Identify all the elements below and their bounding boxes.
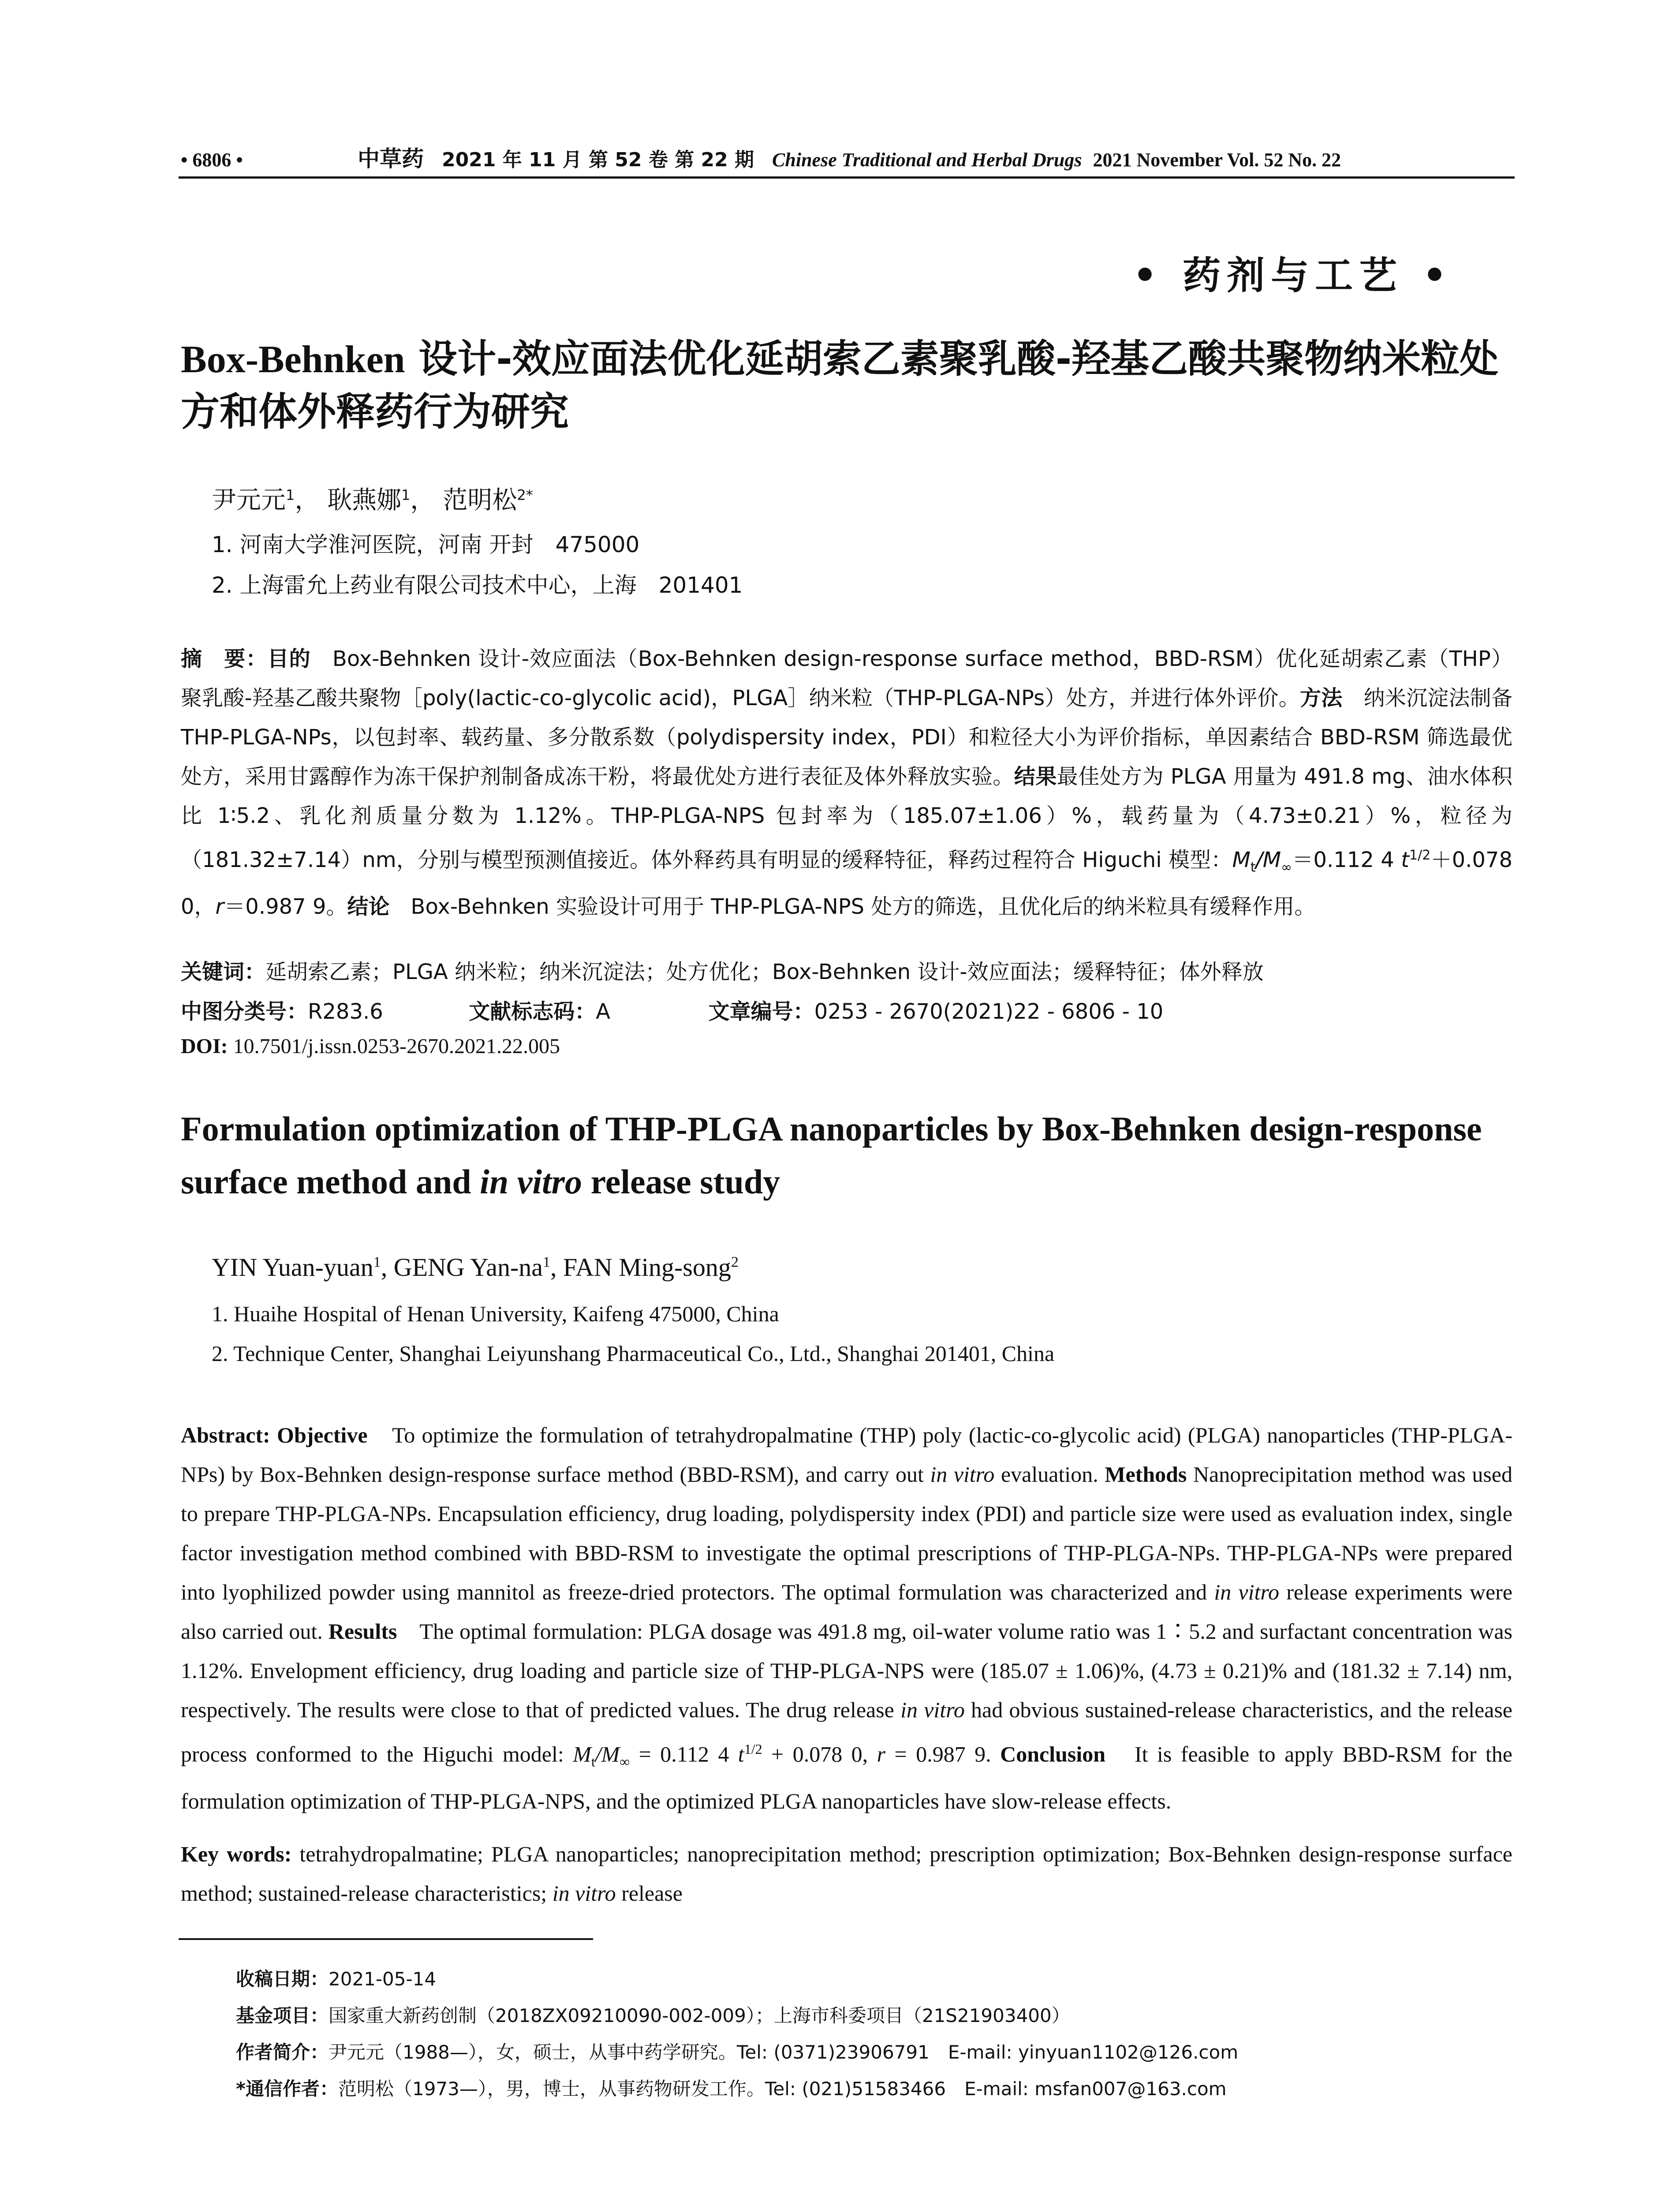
en-eq-r: r bbox=[877, 1742, 886, 1767]
footnote-rule bbox=[179, 1938, 593, 1940]
en-title-italic: in vitro bbox=[480, 1162, 582, 1201]
cn-conclusion: Box-Behnken 实验设计可用于 THP-PLGA-NPS 处方的筛选，且优化后的纳米粒具有缓释作用。 bbox=[389, 894, 1316, 919]
cn-affiliation: 1. 河南大学淮河医院，河南 开封 475000 bbox=[212, 532, 640, 557]
en-author-sup: 1 bbox=[373, 1254, 381, 1271]
received-label: 收稿日期： bbox=[236, 1968, 329, 1990]
cn-author-name: 范明松 bbox=[443, 486, 517, 515]
cn-eq-m: /M bbox=[1255, 848, 1281, 872]
en-objective-label: Objective bbox=[277, 1423, 368, 1447]
en-keywords bbox=[181, 1835, 1512, 1913]
header-rule bbox=[179, 176, 1515, 179]
section-label: • 药剂与工艺 • bbox=[1133, 254, 1453, 298]
cn-eq-sup: 1/2 bbox=[1409, 848, 1431, 863]
doi-line bbox=[181, 1034, 560, 1058]
cn-eq-t: t bbox=[1401, 848, 1410, 872]
footnote-corresponding bbox=[236, 2074, 1227, 2101]
running-head bbox=[181, 141, 1512, 176]
en-objective: evaluation. bbox=[994, 1462, 1105, 1487]
fund-label: 基金项目： bbox=[236, 2005, 329, 2026]
cn-affiliation: 2. 上海雷允上药业有限公司技术中心，上海 201401 bbox=[212, 572, 743, 598]
issue-cn: 2021 年 11 月 第 52 卷 第 22 期 bbox=[442, 149, 754, 171]
en-eq-sub: t bbox=[591, 1753, 595, 1770]
cn-keywords-text: 延胡索乙素；PLGA 纳米粒；纳米沉淀法；处方优化；Box-Behnken 设计-效应面法；缓释特征；体外释放 bbox=[265, 960, 1264, 984]
article-no-value: 0253 - 2670(2021)22 - 6806 - 10 bbox=[814, 999, 1164, 1024]
footnote-fund bbox=[236, 2001, 1070, 2028]
en-eq-sub: ∞ bbox=[620, 1753, 630, 1770]
cn-author-sup: 1 bbox=[286, 486, 295, 504]
en-keywords-label: Key words: bbox=[181, 1842, 300, 1866]
clc-value: R283.6 bbox=[308, 999, 383, 1024]
en-results-label: Results bbox=[328, 1619, 397, 1644]
en-keywords-text: release bbox=[616, 1881, 683, 1906]
en-author-name: GENG Yan-na bbox=[393, 1253, 543, 1282]
cn-author-name: 尹元元 bbox=[212, 486, 286, 515]
en-author-sup: 1 bbox=[543, 1254, 551, 1271]
en-italic: in vitro bbox=[930, 1462, 995, 1487]
cn-abstract bbox=[181, 639, 1512, 927]
en-affiliation: 1. Huaihe Hospital of Henan University, Kaifeng 475000, China bbox=[212, 1301, 779, 1326]
en-author-sup: 2 bbox=[731, 1254, 739, 1271]
en-results: had obvious sustained-release characteristics, and the release process conformed to the Higuchi model: bbox=[181, 1697, 1512, 1767]
en-abstract bbox=[181, 1416, 1512, 1821]
cn-keywords bbox=[181, 955, 1264, 985]
doi-value: 10.7501/j.issn.0253-2670.2021.22.005 bbox=[233, 1035, 560, 1058]
en-eq-part: = 0.987 9. bbox=[885, 1742, 1001, 1767]
doi-label: DOI: bbox=[181, 1035, 233, 1058]
journal-name-en: Chinese Traditional and Herbal Drugs bbox=[772, 149, 1082, 171]
en-keywords-italic: in vitro bbox=[552, 1881, 616, 1906]
en-keywords-text: tetrahydropalmatine; PLGA nanoparticles; nanoprecipitation method; prescription optimization; Box-Behnken design-response surface method; sustained-release characteristics; bbox=[181, 1842, 1512, 1906]
cn-eq-part: ＝0.987 9。 bbox=[224, 894, 347, 919]
cn-meta-line bbox=[181, 994, 1163, 1025]
journal-name-cn: 中草药 bbox=[358, 146, 424, 172]
en-results: The optimal formulation: PLGA dosage was 491.8 mg, oil-water volume ratio was 1∶5.2 and surfactant concentration was 1.12%. Envelopment efficiency, drug loading and particle size of THP-PLGA-NPS were (185.07 ± 1.06)%, (4.73 ± 0.21)% and (181.32 ± 7.14) nm, respectively. The results were close to that of predicted values. The drug release bbox=[181, 1619, 1513, 1722]
cn-keywords-label: 关键词： bbox=[181, 960, 266, 984]
en-eq-m: /M bbox=[595, 1742, 620, 1767]
cn-title bbox=[181, 333, 1521, 439]
en-eq-m: M bbox=[573, 1742, 591, 1767]
en-methods: Nanoprecipitation method was used to prepare THP-PLGA-NPs. Encapsulation efficiency, drug loading, polydispersity index (PDI) and particle size were used as evaluation index, single factor investigation method combined with BBD-RSM to investigate the optimal prescriptions of THP-PLGA-NPs. THP-PLGA-NPs were prepared into lyophilized powder using mannitol as freeze-dried protectors. The optimal formulation was characterized and bbox=[181, 1462, 1512, 1604]
cn-methods-label: 方法 bbox=[1300, 686, 1343, 710]
en-italic: in vitro bbox=[900, 1697, 965, 1722]
cn-eq-r: r bbox=[215, 894, 224, 919]
cn-author-name: 耿燕娜 bbox=[327, 486, 402, 515]
corresponding-value: 范明松（1973—），男，博士，从事药物研发工作。Tel: (021)51583466 E-mail: msfan007@163.com bbox=[338, 2078, 1227, 2100]
corresponding-label: *通信作者： bbox=[236, 2078, 338, 2100]
en-authors: YIN Yuan-yuan$^1$, GENG Yan-$na^1$, FAN Ming-song$^2$ bbox=[212, 1253, 739, 1282]
cn-eq-sub: ∞ bbox=[1281, 860, 1292, 875]
author-value: 尹元元（1988—），女，硕士，从事中药学研究。Tel: (0371)23906791 E-mail: yinyuan1102@126.com bbox=[329, 2041, 1239, 2063]
cn-author-sup: 1 bbox=[401, 486, 411, 504]
cn-eq-sub: t bbox=[1250, 860, 1256, 875]
footnote-received bbox=[236, 1965, 436, 1991]
cn-eq-part: ＋0.078 0， bbox=[181, 848, 1512, 919]
footnote-author bbox=[236, 2038, 1238, 2064]
en-abstract-label: Abstract: bbox=[181, 1423, 277, 1447]
en-conclusion: It is feasible to apply BBD-RSM for the formulation optimization of THP-PLGA-NPS, and the optimized PLGA nanoparticles have slow-release effects. bbox=[181, 1742, 1512, 1813]
page-number: • 6806 • bbox=[181, 149, 243, 171]
issue-en: 2021 November Vol. 52 No. 22 bbox=[1093, 149, 1341, 171]
cn-results: 最佳处方为 PLGA 用量为 491.8 mg、油水体积比 1∶5.2、乳化剂质量分数为 1.12%。THP-PLGA-NPS 包封率为（185.07±1.06）%，载药量为（4.73±0.21）%，粒径为（181.32±7.14）nm，分别与模型预测值接近。体外释药具有明显的缓释特征，释药过程符合 Higuchi 模型： bbox=[181, 764, 1512, 872]
cn-objective: Box-Behnken 设计-效应面法（Box-Behnken design-response surface method，BBD-RSM）优化延胡索乙素（THP）聚乳酸-羟基乙酸共聚物［poly(lactic-co-glycolic acid)，PLGA］纳米粒（THP-PLGA-NPs）处方，并进行体外评价。 bbox=[181, 647, 1512, 710]
en-conclusion-label: Conclusion bbox=[1000, 1742, 1106, 1767]
en-title-part: Formulation optimization of THP-PLGA nanoparticles by Box-Behnken design-response surface method and bbox=[181, 1110, 1482, 1201]
en-eq-t: t bbox=[738, 1742, 744, 1767]
cn-conclusion-label: 结论 bbox=[347, 894, 390, 919]
cn-methods: 纳米沉淀法制备 THP-PLGA-NPs，以包封率、载药量、多分散系数（polydispersity index，PDI）和粒径大小为评价指标，单因素结合 BBD-RSM 筛选最优处方，采用甘露醇作为冻干保护剂制备成冻干粉，将最优处方进行表征及体外释放实验。 bbox=[181, 686, 1512, 789]
cn-eq-part: ＝0.112 4 bbox=[1292, 848, 1401, 872]
en-affiliation: 2. Technique Center, Shanghai Leiyunshang Pharmaceutical Co., Ltd., Shanghai 201401, China bbox=[212, 1341, 1055, 1366]
doc-code-value: A bbox=[596, 999, 611, 1024]
en-author-name: YIN Yuan-yuan bbox=[212, 1253, 373, 1282]
author-label: 作者简介： bbox=[236, 2041, 329, 2063]
en-methods-label: Methods bbox=[1105, 1462, 1187, 1487]
cn-objective-label: 目的 bbox=[267, 647, 311, 671]
en-italic: in vitro bbox=[1214, 1580, 1280, 1604]
cn-abstract-label: 摘 要： bbox=[181, 647, 268, 671]
article-no-label: 文章编号： bbox=[708, 999, 814, 1024]
en-title bbox=[181, 1102, 1521, 1208]
en-eq-part: = 0.112 4 bbox=[630, 1742, 738, 1767]
doc-code-label: 文献标志码： bbox=[469, 999, 596, 1024]
en-eq-part: + 0.078 0, bbox=[762, 1742, 877, 1767]
en-objective: To optimize the formulation of tetrahydropalmatine (THP) poly (lactic-co-glycolic acid) (PLGA) nanoparticles (THP-PLGA-NPs) by Box-Behnken design-response surface method (BBD-RSM), and carry out bbox=[181, 1423, 1512, 1487]
cn-author-sup: 2* bbox=[517, 486, 533, 504]
en-eq-sup: 1/2 bbox=[744, 1741, 762, 1757]
cn-title-part1: Box-Behnken bbox=[181, 338, 405, 381]
cn-title-part2: 设计-效应面法优化延胡索乙素聚乳酸-羟基乙酸共聚物纳米粒处方和体外释药行为研究 bbox=[181, 336, 1499, 434]
cn-eq-m: M bbox=[1232, 848, 1251, 872]
cn-authors: 尹元元$^1$， 耿燕娜$^1$， 范明松$^{2*}$ bbox=[212, 486, 533, 515]
clc-label: 中图分类号： bbox=[181, 999, 308, 1024]
en-methods: release experiments were also carried out. bbox=[181, 1580, 1512, 1644]
en-title-part: release study bbox=[582, 1162, 780, 1201]
en-author-name: FAN Ming-song bbox=[563, 1253, 731, 1282]
cn-results-label: 结果 bbox=[1014, 764, 1057, 789]
fund-value: 国家重大新药创制（2018ZX09210090-002-009）；上海市科委项目（21S21903400） bbox=[329, 2005, 1070, 2026]
received-value: 2021-05-14 bbox=[329, 1968, 437, 1990]
